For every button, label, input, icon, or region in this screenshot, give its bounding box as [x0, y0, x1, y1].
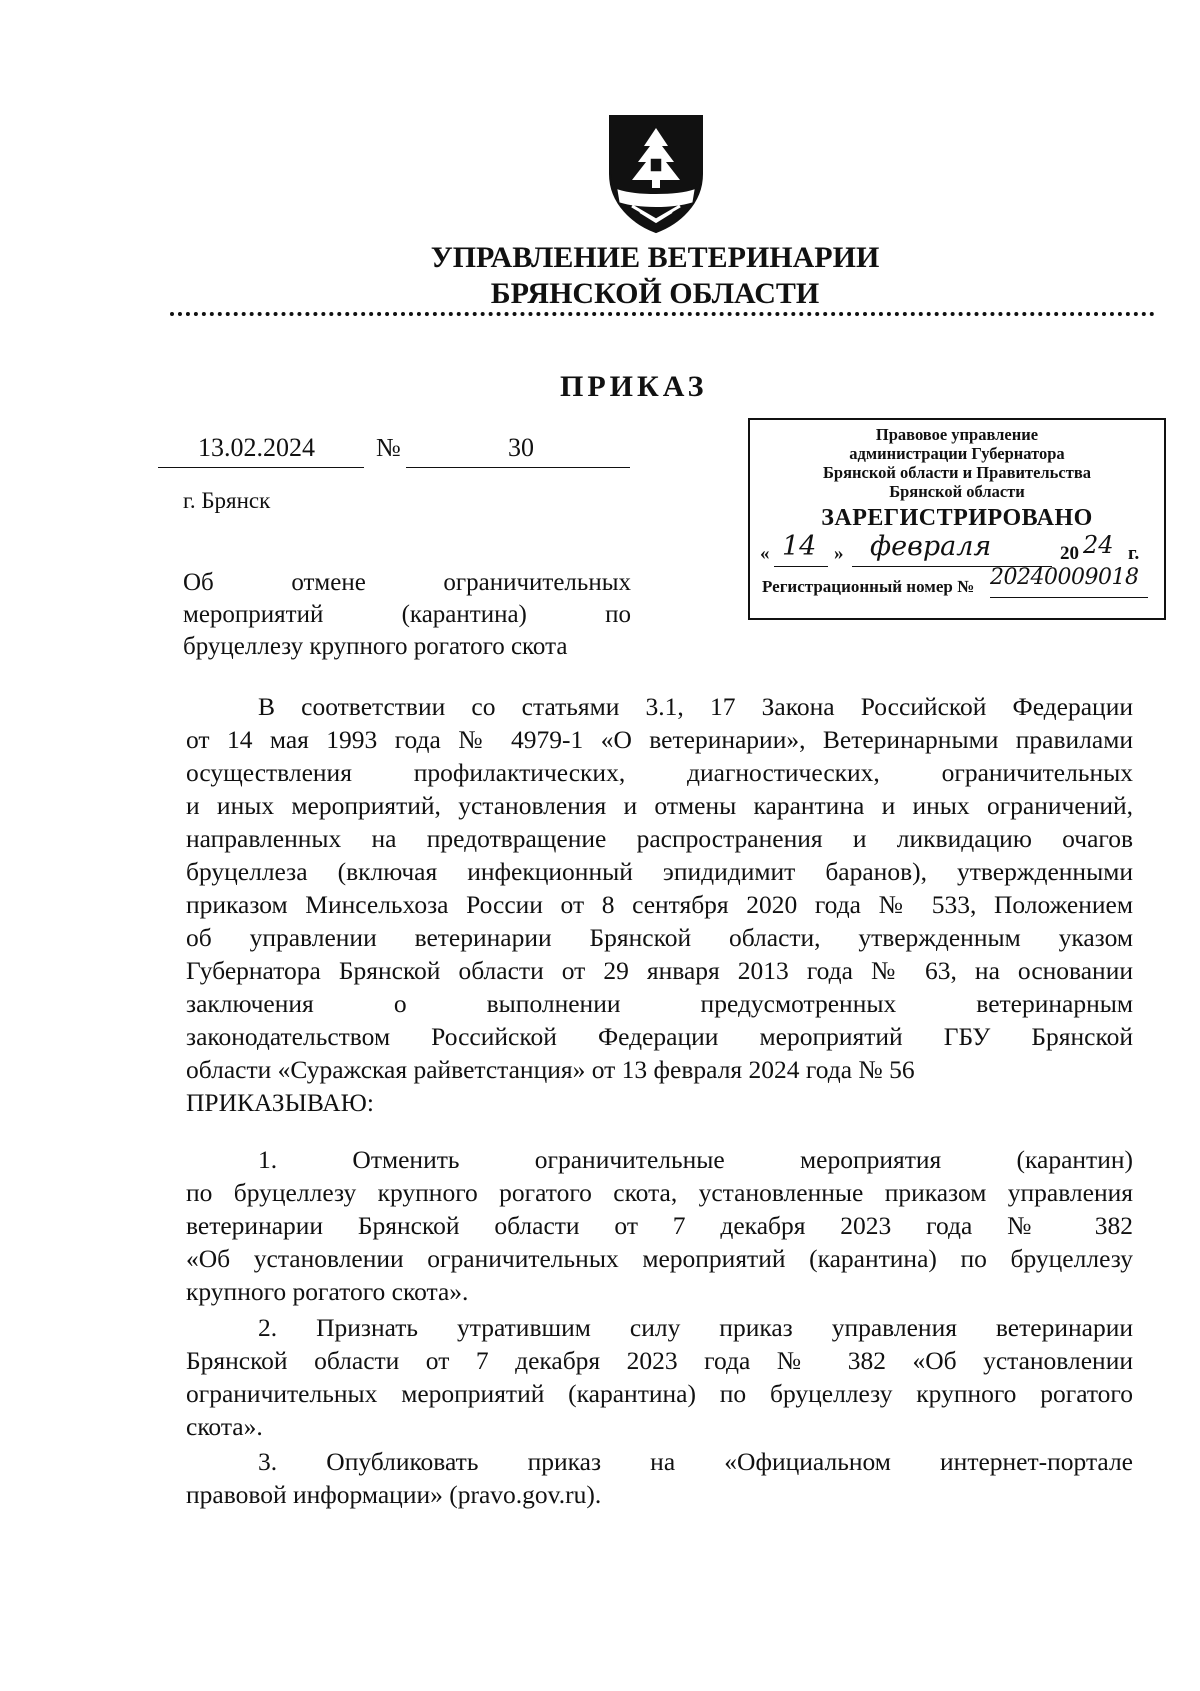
- stamp-year-handwritten: 24: [1083, 531, 1114, 559]
- stamp-authority-line: Брянской области и Правительства: [823, 463, 1091, 482]
- paragraph-line: крупного рогатого скота».: [186, 1277, 469, 1306]
- paragraph-line: правовой информации» (pravo.gov.ru).: [186, 1480, 602, 1509]
- stamp-year-prefix: 20: [1060, 543, 1079, 564]
- stamp-registered-title: ЗАРЕГИСТРИРОВАНО: [821, 505, 1093, 531]
- stamp-registration-number-handwritten: 20240009018: [990, 565, 1139, 590]
- paragraph-line: В соответствии со статьями 3.1, 17 Закона Российской Федерации: [258, 692, 1133, 721]
- document-date: 13.02.2024: [198, 433, 315, 462]
- stamp-authority-line: администрации Губернатора: [849, 444, 1065, 463]
- paragraph-line: от 14 мая 1993 года № 4979-1 «О ветеринарии», Ветеринарными правилами: [186, 725, 1133, 754]
- paragraph-line: 3. Опубликовать приказ на «Официальном интернет-портале: [258, 1447, 1133, 1476]
- coat-of-arms-emblem: [606, 112, 706, 236]
- paragraph-line: направленных на предотвращение распространения и ликвидацию очагов: [186, 824, 1133, 853]
- paragraph-line: области «Суражская райветстанция» от 13 февраля 2024 года № 56: [186, 1055, 915, 1084]
- stamp-year-unit: г.: [1128, 543, 1140, 564]
- paragraph-line: и иных мероприятий, установления и отмены карантина и иных ограничений,: [186, 791, 1133, 820]
- document-number: 30: [508, 433, 534, 462]
- stamp-registration-label: Регистрационный номер №: [762, 577, 975, 596]
- paragraph-line: Губернатора Брянской области от 29 января 2013 года № 63, на основании: [186, 956, 1133, 985]
- stamp-day-underline: [774, 566, 828, 567]
- paragraph-line: осуществления профилактических, диагностических, ограничительных: [186, 758, 1133, 787]
- stamp-registration-number-row: [760, 565, 1154, 599]
- stamp-day-handwritten: 14: [782, 531, 817, 562]
- organization-name-line2: БРЯНСКОЙ ОБЛАСТИ: [490, 277, 820, 310]
- paragraph-line: заключения о выполнении предусмотренных ветеринарным: [186, 989, 1133, 1018]
- order-item-3: [186, 1445, 1133, 1511]
- organization-header: [300, 240, 1010, 312]
- document-city: г. Брянск: [183, 488, 271, 513]
- subject-line: Об отмене ограничительных: [183, 569, 631, 596]
- order-item-1: [186, 1143, 1133, 1308]
- order-directive-word: ПРИКАЗЫВАЮ:: [186, 1088, 374, 1117]
- paragraph-line: об управлении ветеринарии Брянской области, утвержденным указом: [186, 923, 1133, 952]
- date-underline: [158, 467, 364, 468]
- stamp-registration-underline: [990, 597, 1148, 598]
- paragraph-line: приказом Минсельхоза России от 8 сентября 2020 года № 533, Положением: [186, 890, 1133, 919]
- organization-name-line1: УПРАВЛЕНИЕ ВЕТЕРИНАРИИ: [430, 241, 880, 274]
- paragraph-line: скота».: [186, 1412, 263, 1441]
- paragraph-line: 2. Признать утратившим силу приказ управления ветеринарии: [258, 1313, 1133, 1342]
- subject-line: бруцеллезу крупного рогатого скота: [183, 633, 568, 660]
- stamp-open-quote: «: [760, 543, 770, 564]
- registration-stamp: [748, 418, 1166, 620]
- header-dotted-divider: [170, 312, 1155, 316]
- stamp-authority-line: Правовое управление: [875, 425, 1039, 444]
- date-number-row: [158, 433, 630, 469]
- paragraph-line: 1. Отменить ограничительные мероприятия (карантин): [258, 1145, 1133, 1174]
- order-item-2: [186, 1311, 1133, 1443]
- stamp-authority-line: Брянской области: [889, 482, 1025, 501]
- paragraph-line: ветеринарии Брянской области от 7 декабря 2023 года № 382: [186, 1211, 1133, 1240]
- paragraph-line: законодательством Российской Федерации мероприятий ГБУ Брянской: [186, 1022, 1133, 1051]
- paragraph-line: ограничительных мероприятий (карантина) по бруцеллезу крупного рогатого: [186, 1379, 1133, 1408]
- document-type-title: ПРИКАЗ: [560, 370, 708, 403]
- document-subject: [183, 567, 631, 663]
- number-underline: [406, 467, 630, 468]
- paragraph-line: Брянской области от 7 декабря 2023 года № 382 «Об установлении: [186, 1346, 1133, 1375]
- stamp-month-handwritten: февраля: [870, 531, 992, 562]
- number-label: №: [376, 433, 401, 462]
- subject-line: мероприятий (карантина) по: [183, 601, 631, 628]
- paragraph-line: бруцеллеза (включая инфекционный эпидидимит баранов), утвержденными: [186, 857, 1133, 886]
- stamp-close-quote: »: [834, 543, 844, 564]
- paragraph-line: по бруцеллезу крупного рогатого скота, установленные приказом управления: [186, 1178, 1133, 1207]
- stamp-registration-date: [760, 533, 1154, 569]
- preamble-paragraph: [186, 690, 1133, 1119]
- paragraph-line: «Об установлении ограничительных мероприятий (карантина) по бруцеллезу: [186, 1244, 1133, 1273]
